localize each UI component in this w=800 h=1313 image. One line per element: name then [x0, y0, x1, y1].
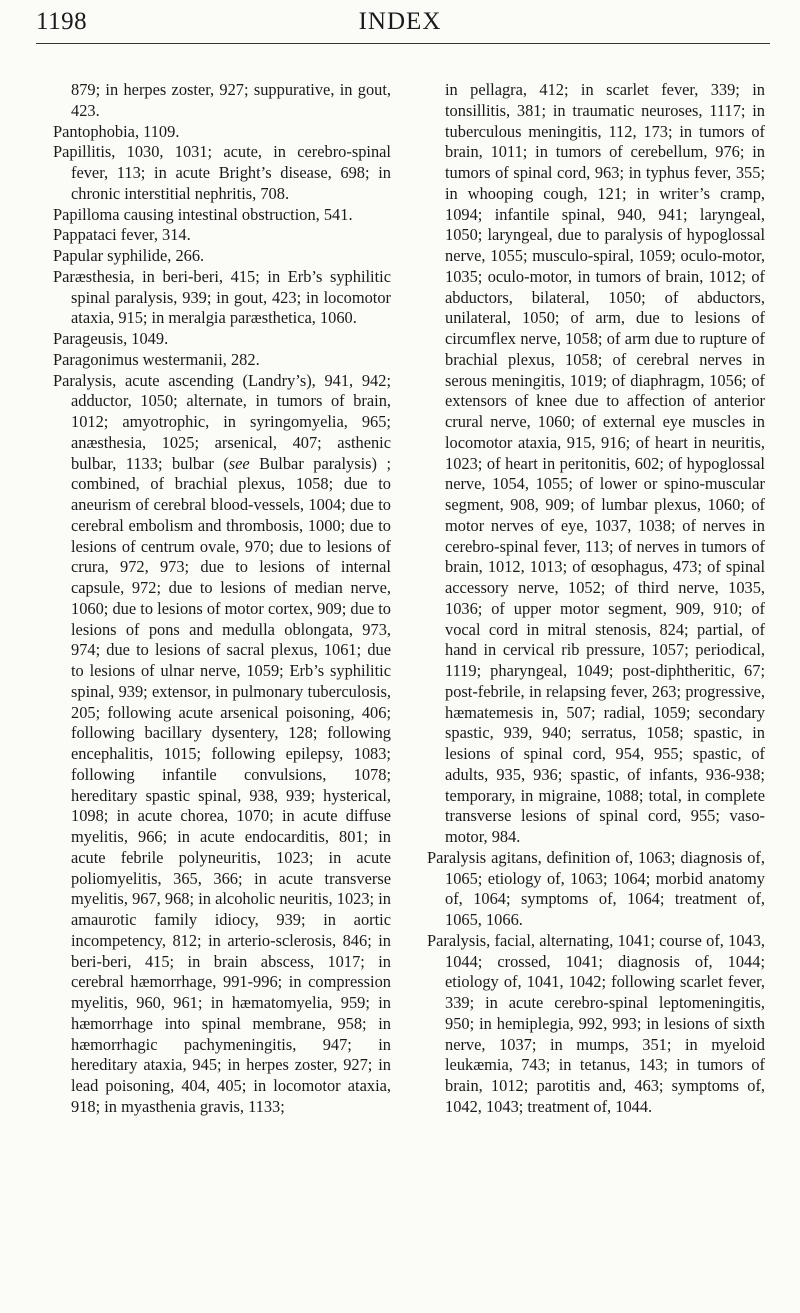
header-rule — [36, 43, 770, 44]
index-entry-continued — [53, 80, 391, 122]
index-entry — [427, 848, 765, 931]
index-entry — [53, 225, 391, 246]
page-header — [0, 8, 800, 48]
entry-text: Paralysis, facial, alternating, 1041; course of, 1043, 1044; crossed, 1041; diagnosis of, 1044; etiology of, 1041, 1042; following scarlet fever, 339; in acute cerebro-spinal leptomeningitis, 950; in hemiplegia, 992, 993; in lesions of sixth nerve, 1037; in mumps, 351; in myeloid leukæmia, 743; in tetanus, 143; in tumors of brain, 1012; parotitis and, 463; symptoms of, 1042, 1043; treatment of, 1044. — [427, 930, 765, 1116]
entry-text: Paragonimus westermanii, 282. — [53, 349, 260, 369]
index-entry — [53, 122, 391, 143]
index-column-right — [427, 80, 765, 1118]
entry-text: 879; in herpes zoster, 927; suppurative, in gout, 423. — [71, 80, 391, 120]
see-reference: see — [228, 453, 250, 473]
index-entry — [53, 205, 391, 226]
index-entry-continued — [427, 80, 765, 848]
entry-text: in pellagra, 412; in scarlet fever, 339; in tonsillitis, 381; in traumatic neuroses, 1117; in tuberculous meningitis, 112, 173; in tumors of brain, 1011; in tumors of cerebellum, 976; in tumors of spinal cord, 963; in typhus fever, 355; in whooping cough, 121; in writer’s cramp, 1094; infantile spinal, 940, 941; laryngeal, 1050; laryngeal, due to paralysis of hypoglossal nerve, 1055; musculo-spiral, 1059; oculo-motor, 1035; oculo-motor, in tumors of brain, 1012; of abductors, bilateral, 1050; of abductors, unilateral, 1050; of arm, due to lesions of circumflex nerve, 1058; of arm due to rupture of brachial plexus, 1058; of cerebral nerves in serous meningitis, 1019; of diaphragm, 1056; of extensors of knee due to affection of anterior crural nerve, 1060; of external eye muscles in locomotor ataxia, 915, 916; of heart in neuritis, 1023; of heart in peritonitis, 602; of hypoglossal nerve, 1054, 1055; of lower or spino-muscular segment, 908, 909; of lumbar plexus, 1060; of motor nerves of eye, 1037, 1038; of nerves in cerebro-spinal fever, 113; of nerves in tumors of brain, 1012, 1013; of œsophagus, 473; of spinal accessory nerve, 1052; of third nerve, 1035, 1036; of upper motor segment, 909, 910; of vocal cord in mitral stenosis, 824; partial, of hand in cervical rib pressure, 1057; periodical, 1119; pharyngeal, 1049; post-diphtheritic, 67; post-febrile, in relapsing fever, 263; progressive, hæmatemesis in, 507; radial, 1059; secondary spastic, 939, 940; serratus, 1058; spastic, in lesions of spinal cord, 954, 955; spastic, of adults, 935, 936; spastic, of infants, 936-938; temporary, in migraine, 1088; total, in complete transverse lesions of spinal cord, 955; vaso-motor, 984. — [445, 80, 765, 846]
entry-text: Paræsthesia, in beri-beri, 415; in Erb’s syphilitic spinal paralysis, 939; in gout, 423; in locomotor ataxia, 915; in meralgia paræsthetica, 1060. — [53, 266, 391, 328]
running-head: INDEX — [358, 8, 442, 35]
index-entry — [53, 267, 391, 329]
entry-text: Bulbar paralysis) ; combined, of brachial plexus, 1058; due to aneurism of cerebral blood-vessels, 1004; due to cerebral embolism and thrombosis, 1000; due to lesions of centrum ovale, 970; due to lesions of crura, 972, 973; due to lesions of internal capsule, 972; due to lesions of median nerve, 1060; due to lesions of motor cortex, 909; due to lesions of pons and medulla oblongata, 973, 974; due to lesions of sacral plexus, 1061; due to lesions of ulnar nerve, 1059; Erb’s syphilitic spinal, 939; extensor, in pulmonary tuberculosis, 205; following acute arsenical poisoning, 406; following bacillary dysentery, 128; following encephalitis, 1015; following epilepsy, 1083; following infantile convulsions, 1078; hereditary spastic spinal, 938, 939; hysterical, 1098; in acute chorea, 1070; in acute diffuse myelitis, 966; in acute endocarditis, 801; in acute febrile polyneuritis, 1023; in acute poliomyelitis, 365, 366; in acute transverse myelitis, 967, 968; in alcoholic neuritis, 1023; in amaurotic family idiocy, 939; in aortic incompetency, 812; in arterio-sclerosis, 846; in beri-beri, 415; in brain abscess, 1017; in cerebral hæmorrhage, 991-996; in compression myelitis, 960, 961; in hæmatomyelia, 959; in hæmorrhage into spinal membrane, 958; in hæmorrhagic pachymeningitis, 947; in hereditary ataxia, 945; in herpes zoster, 927; in lead poisoning, 404, 405; in locomotor ataxia, 918; in myasthenia gravis, 1133; — [71, 453, 391, 1116]
index-entry — [53, 350, 391, 371]
index-entry — [53, 246, 391, 267]
index-entry — [427, 931, 765, 1118]
entry-text: Papillitis, 1030, 1031; acute, in cerebro-spinal fever, 113; in acute Bright’s disease, 698; in chronic interstitial nephritis, 708. — [53, 142, 391, 203]
entry-text: Papular syphilide, 266. — [53, 246, 205, 265]
entry-text: Papilloma causing intestinal obstruction, 541. — [53, 204, 353, 224]
entry-text: Paralysis agitans, definition of, 1063; diagnosis of, 1065; etiology of, 1063; 1064; morbid anatomy of, 1064; symptoms of, 1064; treatment of, 1065, 1066. — [427, 847, 765, 929]
entry-text: Parageusis, 1049. — [53, 329, 169, 348]
index-entry — [53, 142, 391, 204]
page-number: 1198 — [36, 8, 88, 35]
index-entry — [53, 371, 391, 1118]
index-column-left — [53, 80, 391, 1118]
index-entry — [53, 329, 391, 350]
entry-text: Pantophobia, 1109. — [53, 121, 180, 141]
entry-text: Pappataci fever, 314. — [53, 225, 191, 245]
entry-text: Paralysis, acute ascending (Landry’s), 941, 942; adductor, 1050; alternate, in tumors of brain, 1012; amyotrophic, in syringomyelia, 965; anæsthesia, 1025; arsenical, 407; asthenic bulbar, 1133; bulbar ( — [53, 370, 391, 473]
